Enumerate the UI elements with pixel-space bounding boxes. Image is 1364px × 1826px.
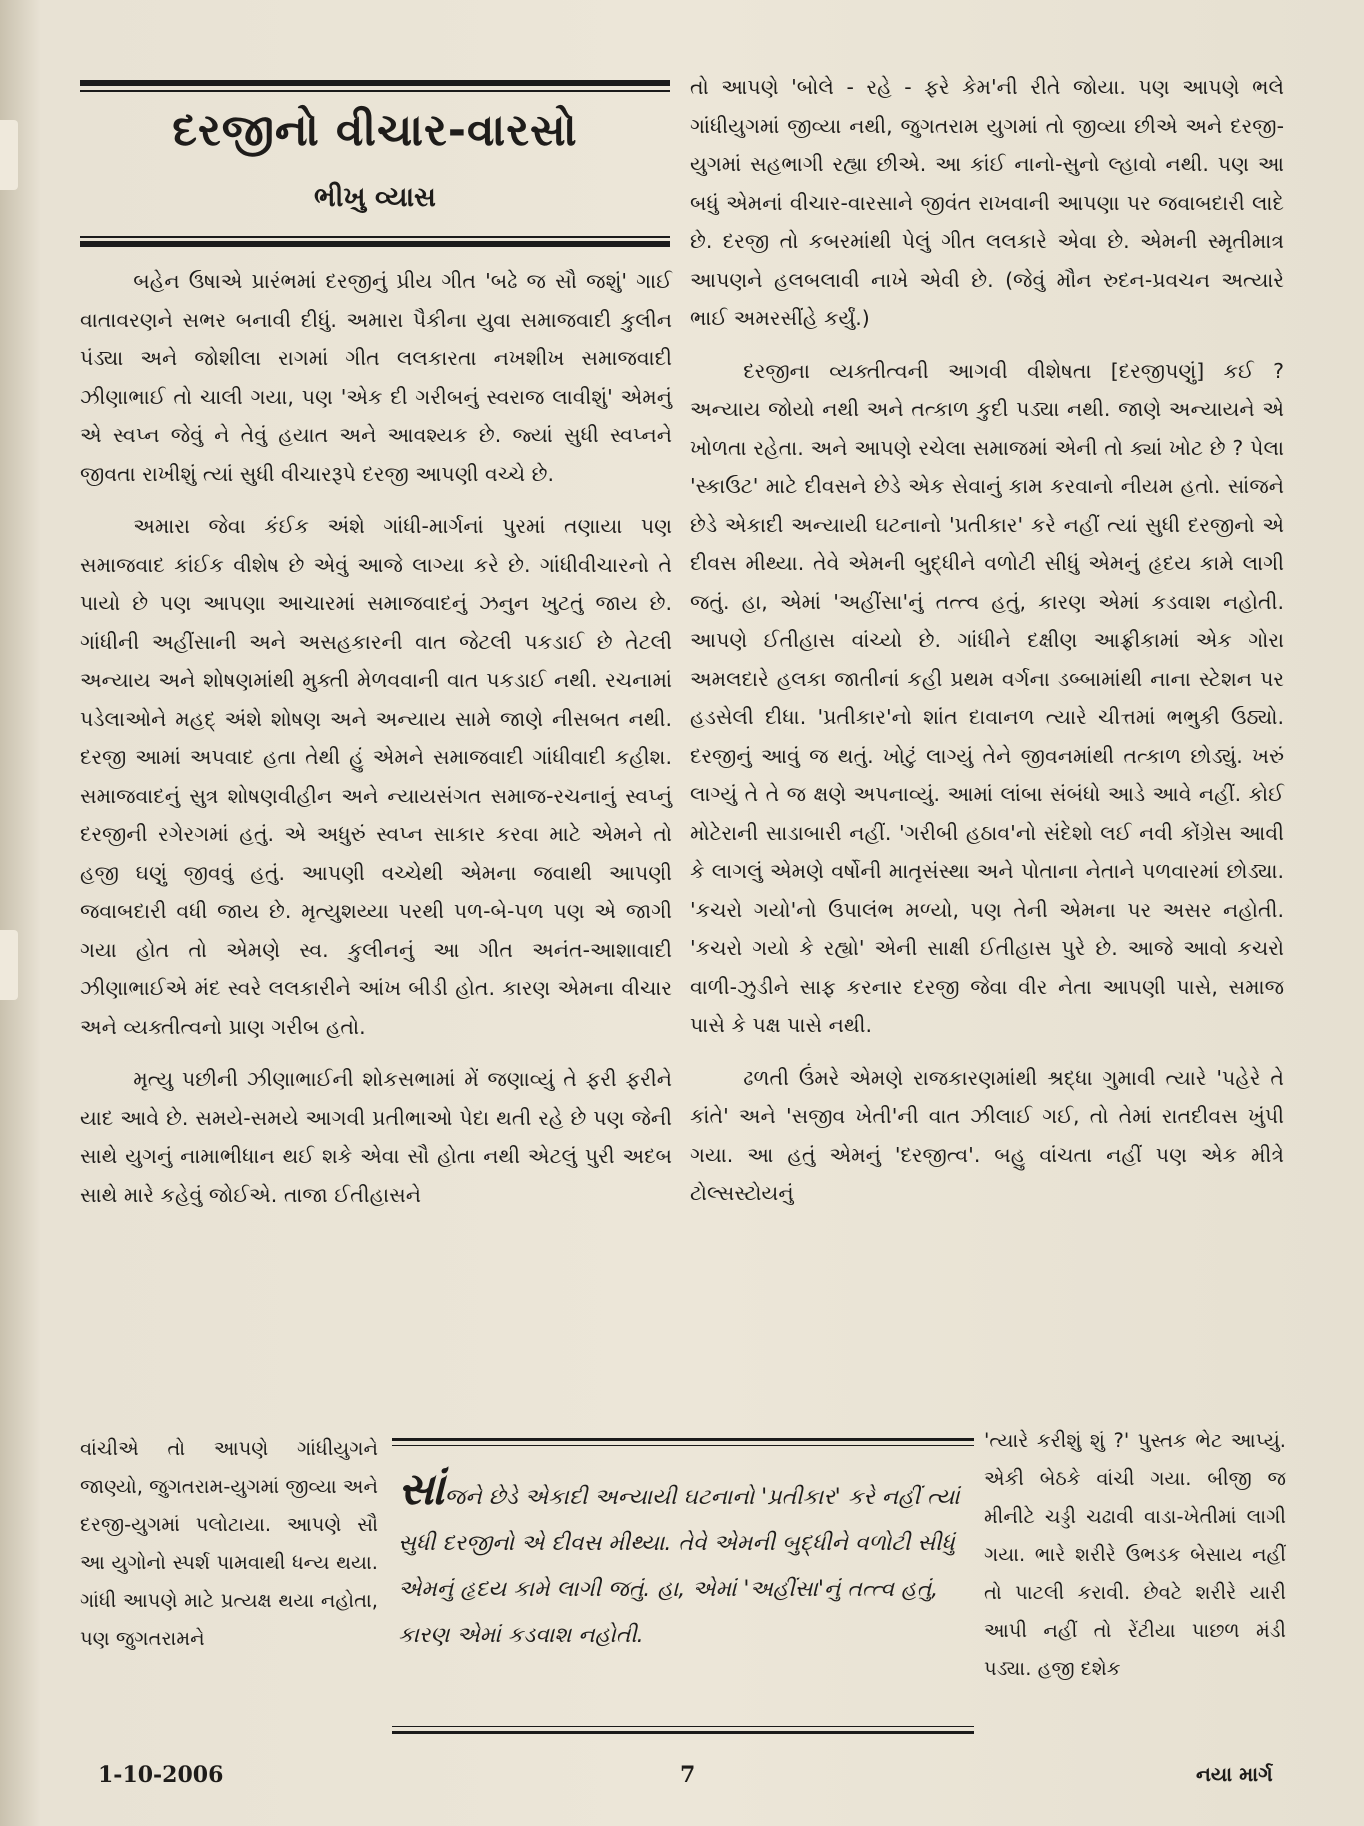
left-narrow-column: વાંચીએ તો આપણે ગાંધીયુગને જાણ્યો, જુગતરામ-યુગમાં જીવ્યા અને દરજી-યુગમાં પલોટાયા. આપણે સૌ આ યુગોનો સ્પર્શ પામવાથી ધન્ય થયા. ગાંધી આપણે માટે પ્રત્યક્ષ થયા નહોતા, પણ જુગતરામને: [80, 1437, 378, 1650]
article-title: દરજીનો વીચાર-વારસો: [172, 105, 578, 156]
page-edge-tab: [0, 120, 18, 190]
pullquote-bottom-rule: [392, 1731, 974, 1734]
paragraph: તો આપણે 'બોલે - રહે - ફરે કેમ'ની રીતે જોયા. પણ આપણે ભલે ગાંધીયુગમાં જીવ્યા નથી, જુગતરામ યુગમાં તો જીવ્યા છીએ અને દરજી-યુગમાં સહભાગી રહ્યા છીએ. આ કાંઈ નાનો-સુનો લ્હાવો નથી. પણ આ બધું એમનાં વીચાર-વારસાને જીવંત રાખવાની આપણા પર જવાબદારી લાદે છે. દરજી તો કબરમાંથી પેલું ગીત લલકારે એવા છે. એમની સ્મૃતીમાત્ર આપણને હલબલાવી નાખે એવી છે. (જેવું મૌન રુદન-પ્રવચન અત્યારે ભાઈ અમરસીંહે કર્યું.): [690, 75, 1284, 330]
paragraph: અમારા જેવા કંઈક અંશે ગાંધી-માર્ગનાં પુરમાં તણાયા પણ સમાજવાદ કાંઈક વીશેષ છે એવું આજે લાગ્યા કરે છે. ગાંધીવીચારનો તે પાયો છે પણ આપણા આચારમાં સમાજવાદનું ઝનુન ખુટતું જાય છે. ગાંધીની અહીંસાની અને અસહકારની વાત જેટલી પકડાઈ છે તેટલી અન્યાય અને શોષણમાંથી મુક્તી મેળવવાની વાત પકડાઈ નથી. રચનામાં પડેલાઓને મહદ્ અંશે શોષણ અને અન્યાય સામે જાણે નીસબત નથી. દરજી આમાં અપવાદ હતા તેથી હું એમને સમાજવાદી ગાંધીવાદી કહીશ. સમાજવાદનું સુત્ર શોષણવીહીન અને ન્યાયસંગત સમાજ-રચનાનું સ્વપ્નું દરજીની રગેરગમાં હતું. એ અધુરું સ્વપ્ન સાકાર કરવા માટે એમને તો હજી ઘણું જીવવું હતું. આપણી વચ્ચેથી એમના જવાથી આપણી જવાબદારી વધી જાય છે. મૃત્યુશય્યા પરથી પળ-બે-પળ પણ એ જાગી ગયા હોત તો એમણે સ્વ. કુલીનનું આ ગીત અનંત-આશાવાદી ઝીણાભાઈએ મંદ સ્વરે લલકારીને આંખ બીડી હોત. કારણ એમના વીચાર અને વ્યક્તીત્વનો પ્રાણ ગરીબ હતો.: [80, 514, 672, 1039]
pull-quote-text: જને છેડે એકાદી અન્યાયી ઘટનાનો 'પ્રતીકાર' કરે નહીં ત્યાં સુધી દરજીનો એ દીવસ મીથ્યા. તેવે એમની બુદ્ધીને વળોટી સીધું એમનું હૃદય કામે લાગી જતું. હા, એમાં 'અહીંસા'નું તત્ત્વ હતું, કારણ એમાં કડવાશ નહોતી.: [398, 1485, 960, 1648]
pull-quote: [398, 1464, 970, 1659]
article-author: ભીખુ વ્યાસ: [314, 182, 436, 213]
pullquote-bottom-rule-thin: [392, 1726, 974, 1727]
title-bottom-rule: [80, 241, 670, 247]
paragraph: ઢળતી ઉંમરે એમણે રાજકારણમાંથી શ્રદ્ધા ગુમાવી ત્યારે 'પહેરે તે કાંતે' અને 'સજીવ ખેતી'ની વાત ઝીલાઈ ગઈ, તો તેમાં રાતદીવસ ખુંપી ગયા. આ હતું એમનું 'દરજીત્વ'. બહુ વાંચતા નહીં પણ એક મીત્રે ટોલ્સસ્ટોયનું: [690, 1065, 1284, 1205]
left-column: [80, 262, 672, 1214]
pullquote-top-rule-thin: [392, 1445, 974, 1446]
magazine-name: નયા માર્ગ: [1196, 1762, 1273, 1786]
right-column: [690, 68, 1284, 1213]
title-bottom-rule-thin: [80, 236, 670, 238]
pull-quote-initial: સાં: [398, 1464, 445, 1515]
page-edge-tab: [0, 930, 18, 1000]
paragraph: દરજીના વ્યક્તીત્વની આગવી વીશેષતા [દરજીપણું] કઈ ? અન્યાય જોયો નથી અને તત્કાળ કુદી પડ્યા નથી. જાણે અન્યાયને એ ખોળતા રહેતા. અને આપણે રચેલા સમાજમાં એની તો ક્યાં ખોટ છે ? પેલા 'સ્કાઉટ' માટે દીવસને છેડે એક સેવાનું કામ કરવાનો નીયમ હતો. સાંજને છેડે એકાદી અન્યાયી ઘટનાનો 'પ્રતીકાર' કરે નહીં ત્યાં સુધી દરજીનો એ દીવસ મીથ્યા. તેવે એમની બુદ્ધીને વળોટી સીધું એમનું હૃદય કામે લાગી જતું. હા, એમાં 'અહીંસા'નું તત્ત્વ હતું, કારણ એમાં કડવાશ નહોતી. આપણે ઈતીહાસ વાંચ્યો છે. ગાંધીને દક્ષીણ આફ્રીકામાં એક ગોરા અમલદારે હલકા જાતીનાં કહી પ્રથમ વર્ગના ડબ્બામાંથી નાના સ્ટેશન પર હડસેલી દીધા. 'પ્રતીકાર'નો શાંત દાવાનળ ત્યારે ચીત્તમાં ભભુકી ઉઠ્યો. દરજીનું આવું જ થતું. ખોટું લાગ્યું તેને જીવનમાંથી તત્કાળ છોડ્યું. ખરું લાગ્યું તે તે જ ક્ષણે અપનાવ્યું. આમાં લાંબા સંબંધો આડે આવે નહીં. કોઈ મોટેરાની સાડાબારી નહીં. 'ગરીબી હઠાવ'નો સંદેશો લઈ નવી કોંગ્રેસ આવી કે લાગલું એમણે વર્ષોની માતૃસંસ્થા અને પોતાના નેતાને પળવારમાં છોડ્યા. 'કચરો ગયો'નો ઉપાલંભ મળ્યો, પણ તેની એમના પર અસર નહોતી. 'કચરો ગયો કે રહ્યો' એની સાક્ષી ઈતીહાસ પુરે છે. આજે આવો કચરો વાળી-ઝુડીને સાફ કરનાર દરજી જેવા વીર નેતા આપણી પાસે, સમાજ પાસે કે પક્ષ પાસે નથી.: [690, 358, 1284, 1037]
paragraph: મૃત્યુ પછીની ઝીણાભાઈની શોકસભામાં મેં જણાવ્યું તે ફરી ફરીને યાદ આવે છે. સમયે-સમયે આગવી પ્રતીભાઓ પેદા થતી રહે છે પણ જેની સાથે યુગનું નામાભીધાન થઈ શકે એવા સૌ હોતા નથી એટલું પુરી અદબ સાથે મારે કહેવું જોઈએ. તાજા ઈતીહાસને: [80, 1067, 672, 1207]
paragraph: બહેન ઉષાએ પ્રારંભમાં દરજીનું પ્રીય ગીત 'બઢે જ સૌ જશું' ગાઈ વાતાવરણને સભર બનાવી દીધું. અમારા પૈકીના યુવા સમાજવાદી કુલીન પંડ્યા અને જોશીલા રાગમાં ગીત લલકારતા નખશીખ સમાજવાદી ઝીણાભાઈ તો ચાલી ગયા, પણ 'એક દી ગરીબનું સ્વરાજ લાવીશું' એમનું એ સ્વપ્ન જેવું ને તેવું હયાત અને આવશ્યક છે. જ્યાં સુધી સ્વપ્નને જીવતા રાખીશું ત્યાં સુધી વીચારરૂપે દરજી આપણી વચ્ચે છે.: [80, 269, 672, 486]
title-top-rule-thin: [80, 90, 670, 92]
issue-date: 1-10-2006: [98, 1762, 224, 1788]
pullquote-top-rule: [392, 1438, 974, 1441]
title-top-rule: [80, 80, 670, 86]
right-narrow-column: 'ત્યારે કરીશું શું ?' પુસ્તક ભેટ આપ્યું. એકી બેઠકે વાંચી ગયા. બીજી જ મીનીટે ચડ્ડી ચઢાવી વાડા-ખેતીમાં લાગી ગયા. ભારે શરીરે ઉભડક બેસાય નહીં તો પાટલી કરાવી. છેવટે શરીરે યારી આપી નહીં તો રેંટીયા પાછળ મંડી પડ્યા. હજી દશેક: [984, 1429, 1286, 1680]
page-number: 7: [680, 1762, 696, 1788]
